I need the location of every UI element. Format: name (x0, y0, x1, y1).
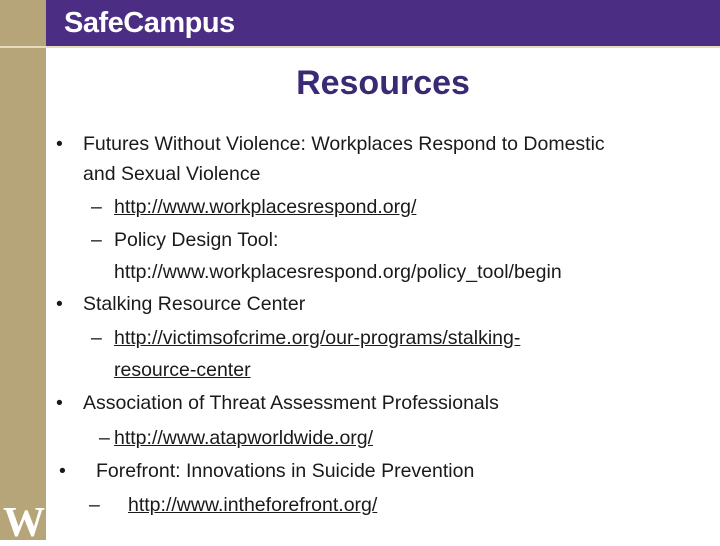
resource-link[interactable]: http://victimsofcrime.org/our-programs/stalking- (114, 327, 521, 349)
left-sidebar-band (0, 46, 46, 540)
bullet-icon: • (56, 293, 63, 315)
sub-resource-url: http://www.workplacesrespond.org/policy_tool/begin (114, 261, 562, 283)
sub-resource-label: Policy Design Tool: (114, 229, 279, 251)
resource-name: Forefront: Innovations in Suicide Prevention (96, 460, 475, 482)
dash-icon: – (91, 196, 102, 218)
resource-link-cont[interactable]: resource-center (114, 359, 251, 381)
resource-link[interactable]: http://www.workplacesrespond.org/ (114, 196, 417, 218)
slide-title: Resources (296, 64, 470, 102)
brand-title: SafeCampus (64, 7, 235, 39)
resource-name: Stalking Resource Center (83, 293, 306, 315)
header-divider (0, 46, 720, 48)
dash-icon: – (91, 229, 102, 251)
bullet-icon: • (59, 460, 66, 482)
resource-name: Association of Threat Assessment Professionals (83, 392, 499, 414)
resource-name-cont: and Sexual Violence (83, 163, 261, 185)
dash-icon: – (99, 427, 110, 449)
resource-name: Futures Without Violence: Workplaces Respond to Domestic (83, 133, 605, 155)
bullet-icon: • (56, 392, 63, 414)
resource-link[interactable]: http://www.intheforefront.org/ (128, 494, 378, 516)
dash-icon: – (89, 494, 100, 516)
resource-link[interactable]: http://www.atapworldwide.org/ (114, 427, 374, 449)
university-w-logo: W (3, 500, 45, 546)
bullet-icon: • (56, 133, 63, 155)
dash-icon: – (91, 327, 102, 349)
